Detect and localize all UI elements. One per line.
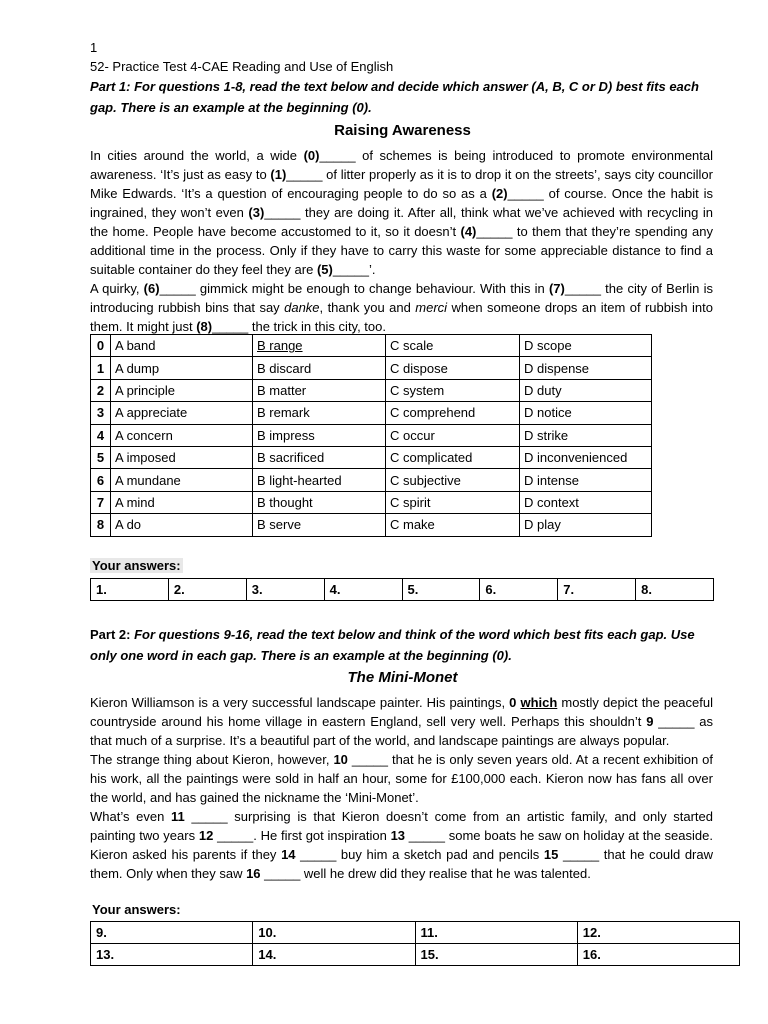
options-row xyxy=(91,446,652,468)
question-number: 8 xyxy=(91,514,111,536)
option-a: A dump xyxy=(111,357,253,379)
option-c: C comprehend xyxy=(386,402,520,424)
answer-cell[interactable]: 7. xyxy=(558,579,636,601)
answer-cell[interactable]: 8. xyxy=(636,579,714,601)
answer-cell[interactable]: 10. xyxy=(253,922,415,944)
option-c: C occur xyxy=(386,424,520,446)
part2-instructions-lead: Part 2: xyxy=(90,627,135,642)
question-number: 3 xyxy=(91,402,111,424)
part2-answer-grid xyxy=(90,921,740,966)
part1-instructions-text: Part 1: For questions 1-8, read the text below and decide which answer (A, B, C or D) best fits each gap. There is an example at the beginning (0). xyxy=(90,79,699,115)
option-a: A band xyxy=(111,335,253,357)
option-c: C complicated xyxy=(386,446,520,468)
options-row xyxy=(91,469,652,491)
option-c: C make xyxy=(386,514,520,536)
option-b: B discard xyxy=(253,357,386,379)
part2-instructions xyxy=(90,624,715,666)
answer-cell[interactable]: 5. xyxy=(402,579,480,601)
option-b: B remark xyxy=(253,402,386,424)
option-d: D duty xyxy=(520,379,652,401)
options-table xyxy=(90,334,652,537)
example-answer: which xyxy=(520,695,558,710)
options-row xyxy=(91,379,652,401)
option-d: D dispense xyxy=(520,357,652,379)
part2-paragraph-2: The strange thing about Kieron, however, 10 _____ that he is only seven years old. At a recent exhibition of his work, all the paintings were sold in half an hour, some for £100,000 each. Kieron now has fans all over the world, and has gained the nickname the ‘Mini-Monet’. xyxy=(90,752,713,805)
test-title: 52- Practice Test 4-CAE Reading and Use of English xyxy=(90,59,394,74)
question-number: 7 xyxy=(91,491,111,513)
option-b: B sacrificed xyxy=(253,446,386,468)
options-row xyxy=(91,424,652,446)
question-number: 0 xyxy=(91,335,111,357)
answer-cell[interactable]: 11. xyxy=(415,922,577,944)
option-c: C dispose xyxy=(386,357,520,379)
option-a: A imposed xyxy=(111,446,253,468)
answer-cell[interactable]: 1. xyxy=(91,579,169,601)
part2-paragraph-3: What’s even 11 _____ surprising is that Kieron doesn’t come from an artistic family, and only started painting two years 12 _____. He first got inspiration 13 _____ some boats he saw on holiday at the seaside. Kieron asked his parents if they 14 _____ buy him a sketch pad and pencils 15 _____ that he could draw them. Only when they saw 16 _____ well he drew did they realise that he was talented. xyxy=(90,809,713,881)
option-b: B thought xyxy=(253,491,386,513)
option-d: D notice xyxy=(520,402,652,424)
part1-paragraph-1: In cities around the world, a wide (0)_____ of schemes is being introduced to promote environmental awareness. ‘It’s just as easy to (1)_____ of litter properly as it is to drop it on the streets’, says city councillor Mike Edwards. ‘It’s a question of encouraging people to do so as a (2)_____ of course. Once the habit is ingrained, they won’t even (3)_____ they are doing it. After all, think what we’ve achieved with recycling in the home. People have become accustomed to it, so it doesn’t (4)_____ to them that they’re spending any additional time in the process. Only if they have to carry this waste for some appreciable distance to find a suitable container do they feel they are (5)_____’. xyxy=(90,148,714,277)
answer-cell[interactable]: 2. xyxy=(168,579,246,601)
part2-title: The Mini-Monet xyxy=(347,669,458,686)
part1-answer-grid xyxy=(90,578,714,601)
options-row xyxy=(91,491,652,513)
answer-cell[interactable]: 6. xyxy=(480,579,558,601)
option-d: D context xyxy=(520,491,652,513)
answer-cell[interactable]: 16. xyxy=(577,944,739,966)
option-b: B matter xyxy=(253,379,386,401)
answer-row xyxy=(91,944,740,966)
page-number: 1 xyxy=(90,40,98,55)
answer-cell[interactable]: 13. xyxy=(91,944,253,966)
answer-cell[interactable]: 12. xyxy=(577,922,739,944)
option-b: B impress xyxy=(253,424,386,446)
part2-paragraph-1: Kieron Williamson is a very successful landscape painter. His paintings, 0 which mostly depict the peaceful countryside around his home village in eastern England, sell very well. Perhaps this shouldn’t 9 _____ as that much of a surprise. It’s a beautiful part of the world, and landscape paintings are always popular. xyxy=(90,695,714,748)
part2-text xyxy=(90,693,713,883)
option-c: C scale xyxy=(386,335,520,357)
option-d: D play xyxy=(520,514,652,536)
answer-cell[interactable]: 3. xyxy=(246,579,324,601)
options-row xyxy=(91,357,652,379)
part1-title: Raising Awareness xyxy=(334,122,471,139)
option-d: D intense xyxy=(520,469,652,491)
option-b: B serve xyxy=(253,514,386,536)
option-a: A mundane xyxy=(111,469,253,491)
options-row xyxy=(91,402,652,424)
option-b: B light-hearted xyxy=(253,469,386,491)
option-a: A concern xyxy=(111,424,253,446)
option-d: D strike xyxy=(520,424,652,446)
option-a: A principle xyxy=(111,379,253,401)
option-d: D inconvenienced xyxy=(520,446,652,468)
option-a: A mind xyxy=(111,491,253,513)
question-number: 2 xyxy=(91,379,111,401)
answer-row xyxy=(91,922,740,944)
part1-instructions xyxy=(90,76,715,118)
option-c: C system xyxy=(386,379,520,401)
part1-text xyxy=(90,146,713,336)
answer-cell[interactable]: 9. xyxy=(91,922,253,944)
option-a: A appreciate xyxy=(111,402,253,424)
option-b: B range xyxy=(253,335,386,357)
part2-instructions-text: For questions 9-16, read the text below and think of the word which best fits each gap. Use only one word in each gap. There is an example at the beginning (0). xyxy=(90,627,695,663)
answer-cell[interactable]: 4. xyxy=(324,579,402,601)
option-c: C spirit xyxy=(386,491,520,513)
option-d: D scope xyxy=(520,335,652,357)
part1-answers-label: Your answers: xyxy=(92,558,181,573)
question-number: 5 xyxy=(91,446,111,468)
question-number: 4 xyxy=(91,424,111,446)
answer-cell[interactable]: 15. xyxy=(415,944,577,966)
options-row xyxy=(91,335,652,357)
option-a: A do xyxy=(111,514,253,536)
part2-answers-label: Your answers: xyxy=(92,902,181,917)
question-number: 1 xyxy=(91,357,111,379)
answer-cell[interactable]: 14. xyxy=(253,944,415,966)
part1-paragraph-2: A quirky, (6)_____ gimmick might be enough to change behaviour. With this in (7)_____ the city of Berlin is introducing rubbish bins that say danke, thank you and merci when someone drops an item of rubbish into them. It might just (8)_____ the trick in this city, too. xyxy=(90,281,713,334)
option-c: C subjective xyxy=(386,469,520,491)
question-number: 6 xyxy=(91,469,111,491)
options-row xyxy=(91,514,652,536)
